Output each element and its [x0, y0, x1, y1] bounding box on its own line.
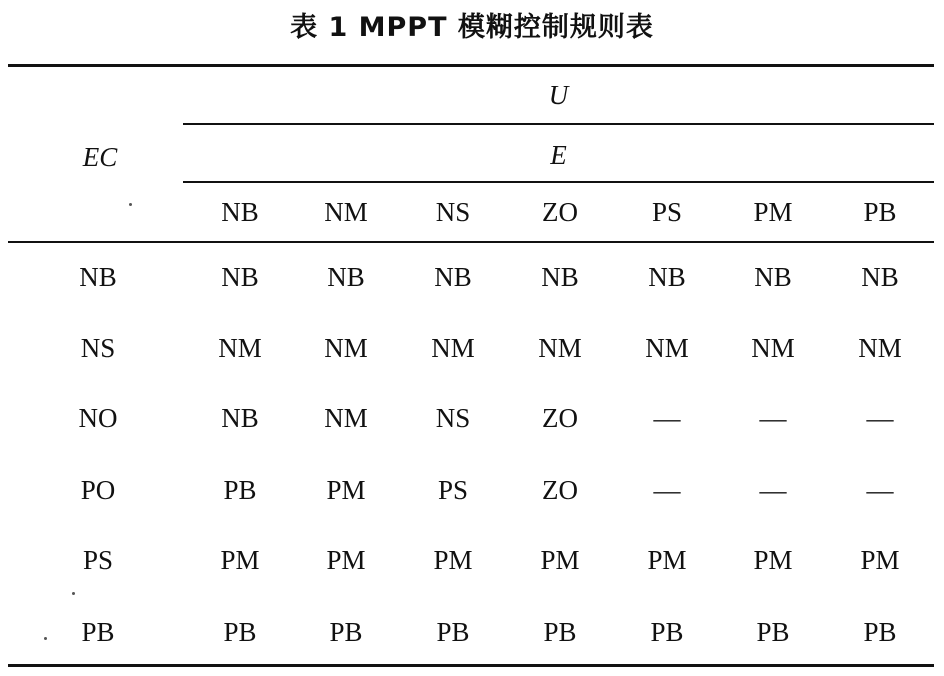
table-title: 表 1 MPPT 模糊控制规则表 [290, 12, 654, 43]
table-cell: — [653, 403, 681, 433]
table-cell: PS [437, 475, 469, 505]
table-cell: NB [434, 262, 472, 292]
table-cell: PM [647, 545, 687, 575]
table-cell: NM [324, 403, 368, 433]
table-cell: PM [753, 545, 793, 575]
table-cell: PB [436, 617, 470, 647]
table-cell: ZO [542, 475, 578, 505]
table-cell: NB [541, 262, 579, 292]
table-cell: NB [221, 403, 259, 433]
e-rule [183, 181, 934, 183]
table-cell: PB [543, 617, 577, 647]
header-e-label: E [550, 140, 567, 170]
bottom-rule [8, 664, 934, 667]
table-cell: NM [645, 333, 689, 363]
row-label: NO [78, 403, 118, 433]
table-cell: NB [754, 262, 792, 292]
header-rule [8, 241, 934, 243]
header-ec-label: EC [82, 142, 118, 172]
table-cell: NM [431, 333, 475, 363]
table-cell: PM [220, 545, 260, 575]
column-header: NB [221, 197, 259, 227]
table-cell: PM [433, 545, 473, 575]
table-cell: PM [860, 545, 900, 575]
row-label: PS [82, 545, 114, 575]
row-label: PB [81, 617, 115, 647]
table-cell: — [866, 475, 894, 505]
table-cell: PB [650, 617, 684, 647]
table-cell: NM [751, 333, 795, 363]
scan-speck [72, 592, 75, 595]
table-cell: PB [329, 617, 363, 647]
row-label: PO [80, 475, 116, 505]
table-cell: NM [218, 333, 262, 363]
column-header: ZO [542, 197, 578, 227]
table-cell: NB [327, 262, 365, 292]
column-header: NM [324, 197, 368, 227]
table-cell: NM [858, 333, 902, 363]
table-cell: ZO [542, 403, 578, 433]
column-header: PM [753, 197, 793, 227]
table-cell: PM [540, 545, 580, 575]
table-cell: PM [326, 475, 366, 505]
table-cell: PB [223, 475, 257, 505]
column-header: PB [863, 197, 897, 227]
scan-speck [129, 203, 132, 206]
table-cell: — [759, 403, 787, 433]
table-cell: PB [863, 617, 897, 647]
row-label: NS [80, 333, 116, 363]
table-cell: NM [538, 333, 582, 363]
table-cell: NS [435, 403, 471, 433]
u-rule [183, 123, 934, 125]
table-cell: PB [223, 617, 257, 647]
table-cell: NM [324, 333, 368, 363]
table-cell: — [866, 403, 894, 433]
top-rule [8, 64, 934, 67]
table-cell: NB [861, 262, 899, 292]
table-cell: NB [648, 262, 686, 292]
table-cell: NB [221, 262, 259, 292]
scan-speck [44, 637, 47, 640]
table-cell: — [653, 475, 681, 505]
header-u-label: U [548, 80, 569, 110]
column-header: PS [651, 197, 683, 227]
column-header: NS [435, 197, 471, 227]
table-cell: PM [326, 545, 366, 575]
row-label: NB [79, 262, 117, 292]
table-cell: PB [756, 617, 790, 647]
table-cell: — [759, 475, 787, 505]
